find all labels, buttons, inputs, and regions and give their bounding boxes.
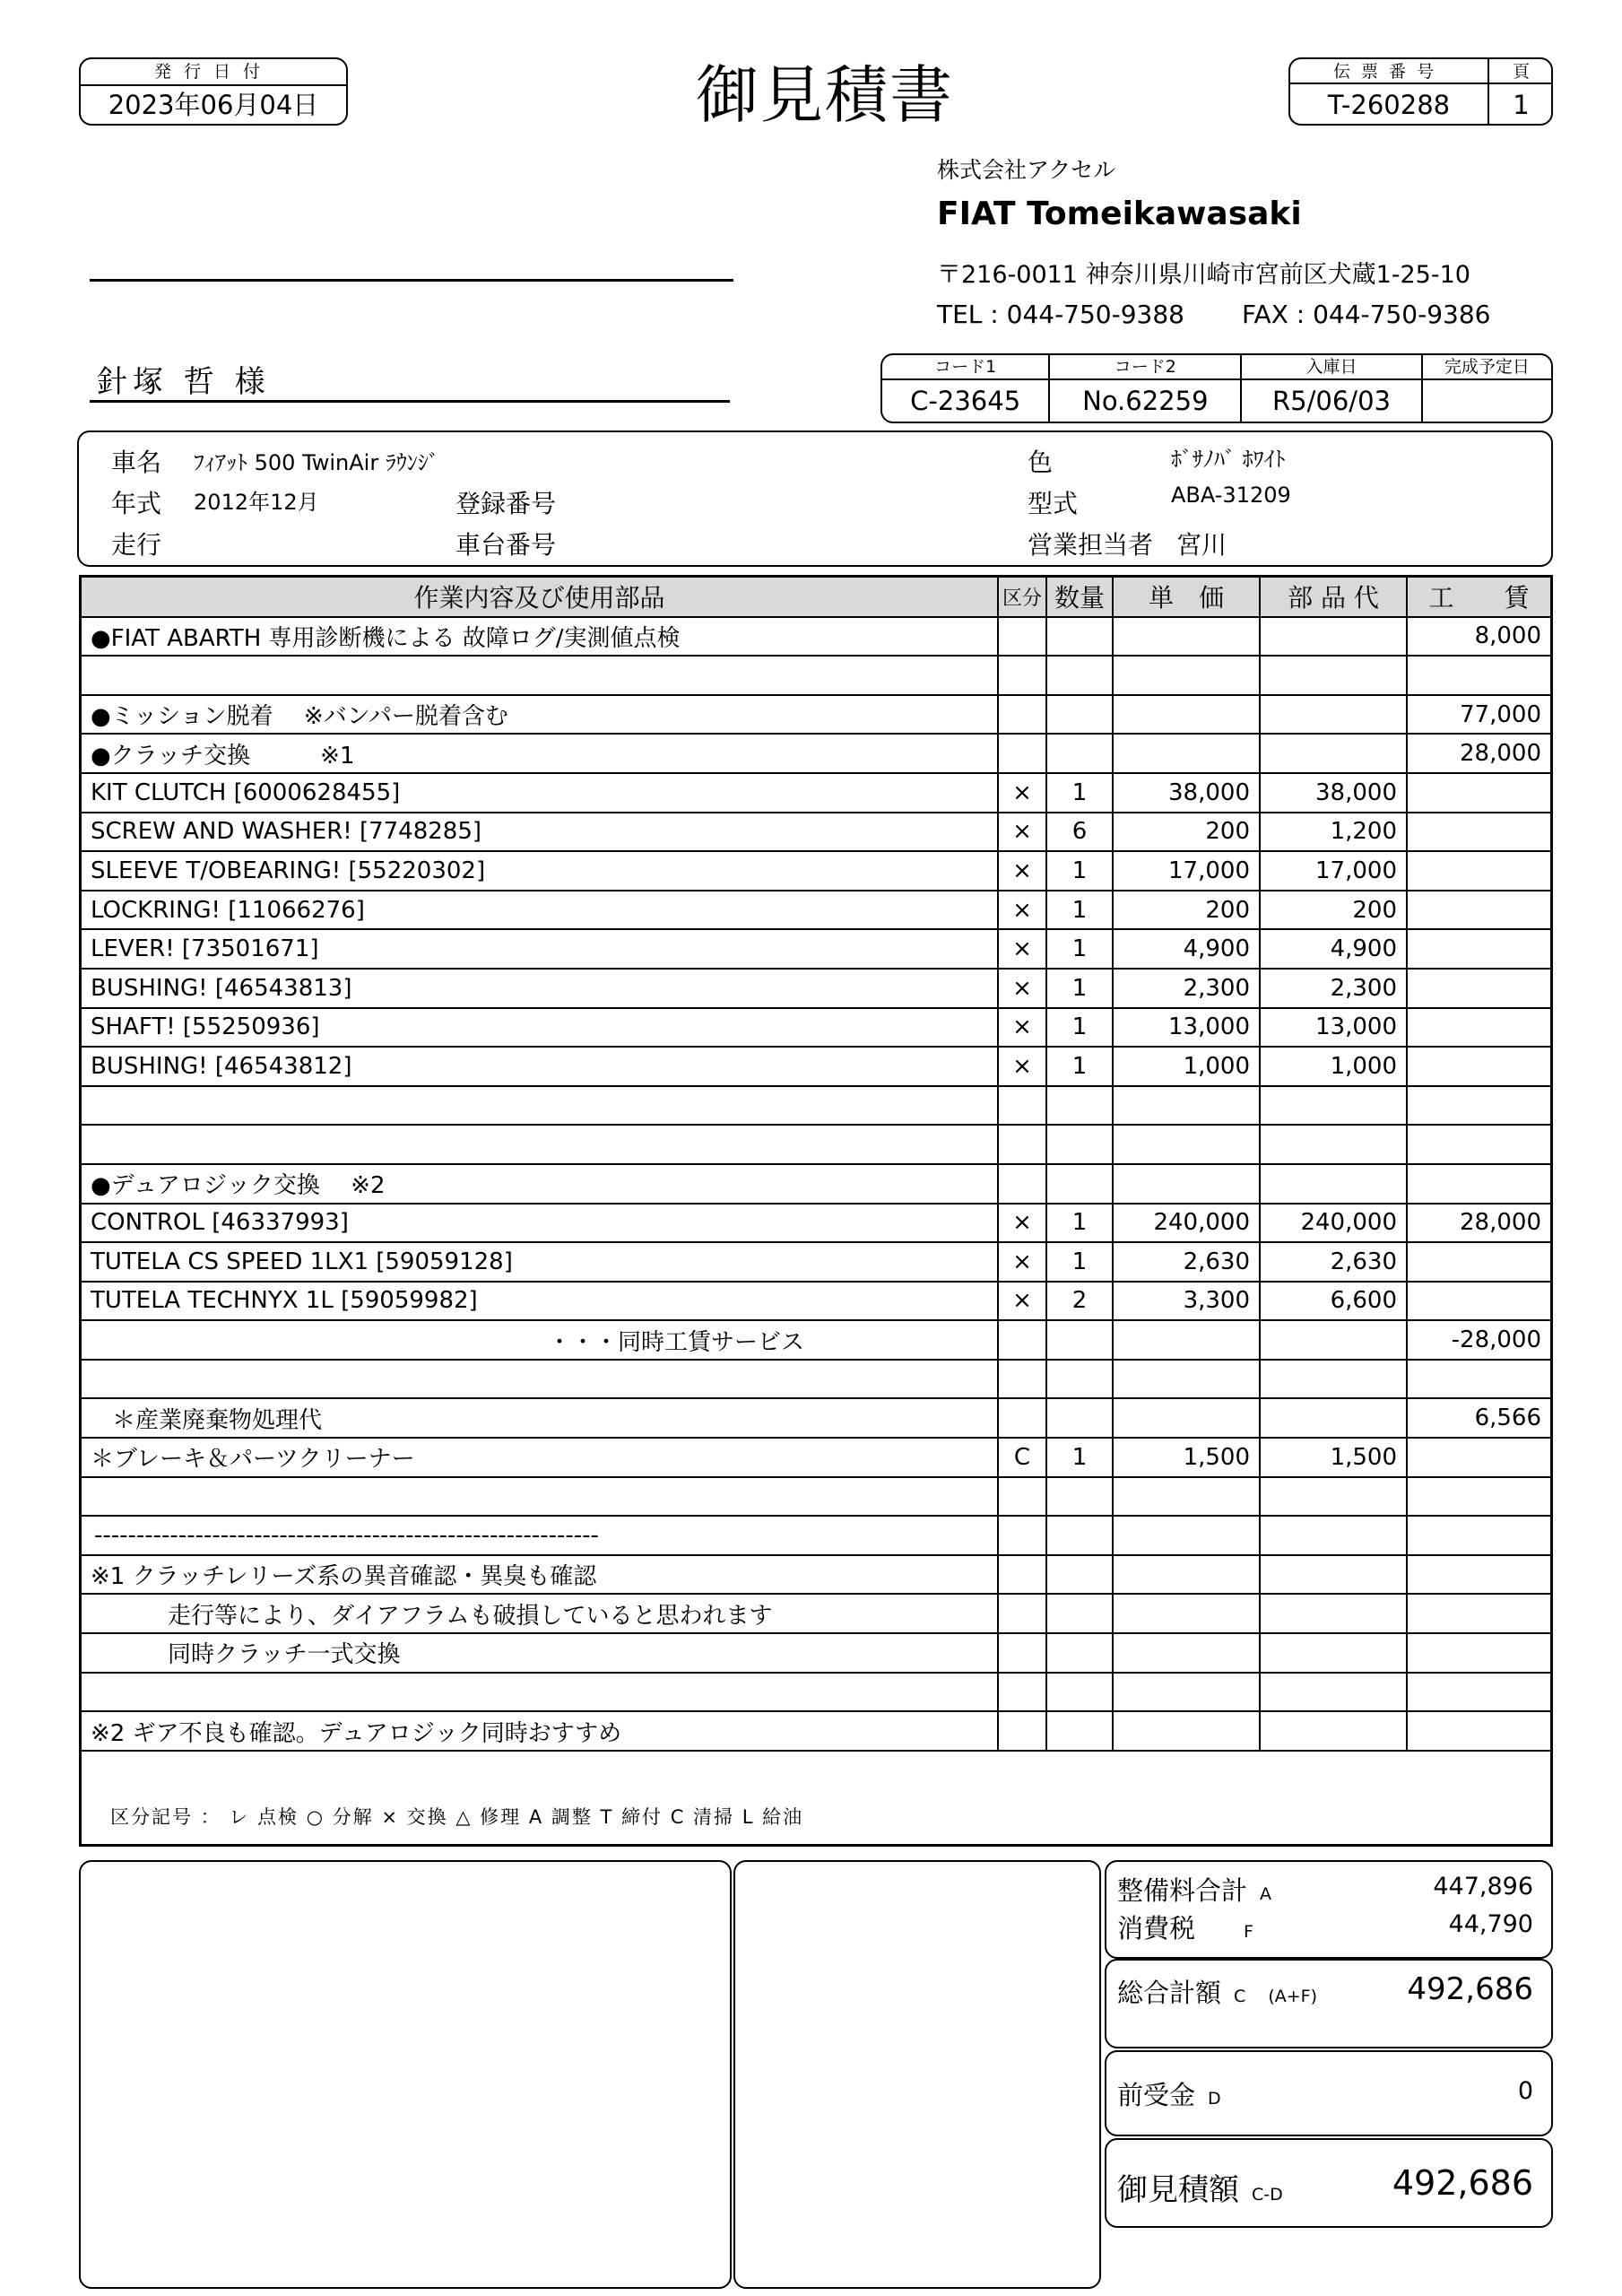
slip-number-box [1288, 57, 1553, 126]
deposit-label: 前受金 D [1117, 2080, 1221, 2110]
table-row [82, 1086, 1550, 1126]
cell-qty: 1 [1046, 929, 1113, 969]
cell-unit-price [1113, 1086, 1260, 1126]
cell-qty [1046, 1360, 1113, 1399]
table-row [82, 617, 1550, 657]
cell-parts-cost: 6,600 [1260, 1282, 1407, 1321]
table-row [82, 1673, 1550, 1712]
cell-parts-cost [1260, 1633, 1407, 1673]
cell-category [998, 1320, 1046, 1360]
table-row [82, 813, 1550, 852]
cell-unit-price: 1,000 [1113, 1047, 1260, 1086]
cell-category: × [998, 891, 1046, 930]
table-row [82, 1125, 1550, 1164]
cell-unit-price: 200 [1113, 891, 1260, 930]
grand-total: 492,686 [1407, 1971, 1533, 2007]
cell-labor [1407, 1047, 1550, 1086]
cell-unit-price: 2,300 [1113, 969, 1260, 1008]
cell-qty [1046, 1477, 1113, 1517]
table-header-row [82, 578, 1550, 617]
cell-parts-cost [1260, 1594, 1407, 1633]
cell-parts-cost [1260, 1360, 1407, 1399]
cell-work [82, 656, 998, 695]
table-row [82, 1047, 1550, 1086]
cell-labor [1407, 1516, 1550, 1555]
table-row [82, 1516, 1550, 1555]
cell-parts-cost: 1,000 [1260, 1047, 1407, 1086]
cell-work: BUSHING! [46543813] [82, 969, 998, 1008]
cell-unit-price [1113, 1711, 1260, 1751]
cell-unit-price [1113, 1164, 1260, 1204]
page-number: 1 [1513, 90, 1530, 120]
cell-labor [1407, 1555, 1550, 1595]
cell-unit-price: 4,900 [1113, 929, 1260, 969]
cell-work: ＊ブレーキ＆パーツクリーナー [82, 1438, 998, 1477]
company-address: 〒216-0011 神奈川県川崎市宮前区犬蔵1-25-10 [937, 261, 1470, 289]
cell-parts-cost [1260, 1164, 1407, 1204]
cell-qty [1046, 734, 1113, 773]
chassis-label: 車台番号 [455, 530, 557, 560]
table-row [82, 734, 1550, 773]
cell-labor: -28,000 [1407, 1320, 1550, 1360]
table-row [82, 1360, 1550, 1399]
tax-label: 消費税 F [1117, 1913, 1253, 1944]
table-row [82, 969, 1550, 1008]
cell-work [82, 1673, 998, 1712]
cell-qty: 1 [1046, 851, 1113, 891]
color: ﾎﾞｻﾉﾊﾞ ﾎﾜｲﾄ [1171, 447, 1286, 472]
cell-work: ＊産業廃棄物処理代 [82, 1398, 998, 1438]
cell-labor [1407, 1360, 1550, 1399]
cell-unit-price [1113, 695, 1260, 735]
cell-qty [1046, 1673, 1113, 1712]
cell-work [82, 1086, 998, 1126]
col-header-category: 区分 [998, 578, 1046, 617]
issue-date: 2023年06月04日 [108, 90, 319, 120]
table-row [82, 1204, 1550, 1243]
cell-category [998, 1164, 1046, 1204]
code2-label: コード2 [1049, 355, 1241, 379]
cell-labor [1407, 1477, 1550, 1517]
cell-work: ※1 クラッチレリーズ系の異音確認・異臭も確認 [82, 1555, 998, 1595]
cell-category [998, 1398, 1046, 1438]
cell-work: SHAFT! [55250936] [82, 1008, 998, 1048]
cell-category [998, 1673, 1046, 1712]
cell-category [998, 1555, 1046, 1595]
cell-unit-price [1113, 617, 1260, 657]
cell-unit-price: 1,500 [1113, 1438, 1260, 1477]
car-name-label: 車名 [111, 448, 162, 477]
cell-work: ------------------------------------------------------------ [82, 1516, 998, 1555]
cell-unit-price [1113, 1594, 1260, 1633]
cell-parts-cost [1260, 1711, 1407, 1751]
document-title: 御見積書 [696, 58, 954, 132]
col-header-qty: 数量 [1046, 578, 1113, 617]
cell-category: × [998, 969, 1046, 1008]
cell-parts-cost [1260, 1125, 1407, 1164]
cell-parts-cost: 1,200 [1260, 813, 1407, 852]
company-tel: TEL : 044-750-9388 [937, 300, 1184, 329]
arrival-date-value: R5/06/03 [1241, 379, 1421, 422]
code1-label: コード1 [882, 355, 1049, 379]
cell-work [82, 1360, 998, 1399]
table-row [82, 1008, 1550, 1048]
cell-unit-price [1113, 1125, 1260, 1164]
cell-qty [1046, 1125, 1113, 1164]
cell-parts-cost: 38,000 [1260, 773, 1407, 813]
cell-unit-price [1113, 1320, 1260, 1360]
company-fax: FAX : 044-750-9386 [1242, 300, 1491, 329]
col-header-labor: 工 賃 [1407, 578, 1550, 617]
cell-work: 同時クラッチ一式交換 [82, 1633, 998, 1673]
cell-category: × [998, 1204, 1046, 1243]
cell-labor [1407, 929, 1550, 969]
cell-qty: 1 [1046, 773, 1113, 813]
maint-total-label: 整備料合計 A [1117, 1875, 1272, 1906]
cell-unit-price [1113, 1477, 1260, 1517]
cell-labor [1407, 1242, 1550, 1282]
cell-qty: 6 [1046, 813, 1113, 852]
issue-date-label: 発行日付 [81, 59, 346, 86]
cell-qty: 2 [1046, 1282, 1113, 1321]
cell-category [998, 734, 1046, 773]
cell-unit-price: 38,000 [1113, 773, 1260, 813]
cell-unit-price [1113, 1673, 1260, 1712]
cell-labor [1407, 969, 1550, 1008]
estimate-table [82, 578, 1550, 1752]
cell-parts-cost: 13,000 [1260, 1008, 1407, 1048]
cell-category: × [998, 773, 1046, 813]
model: ABA-31209 [1171, 483, 1291, 508]
cell-category: × [998, 1282, 1046, 1321]
vehicle-info [77, 430, 1553, 567]
completion-date-value [1422, 379, 1551, 422]
cell-parts-cost: 2,300 [1260, 969, 1407, 1008]
cell-parts-cost [1260, 656, 1407, 695]
slip-number: T-260288 [1290, 84, 1489, 126]
customer-underline [90, 400, 730, 403]
cell-category [998, 1086, 1046, 1126]
registration-label: 登録番号 [455, 489, 557, 518]
cell-parts-cost [1260, 1555, 1407, 1595]
table-row [82, 1164, 1550, 1204]
table-row [82, 1555, 1550, 1595]
cell-work: BUSHING! [46543812] [82, 1047, 998, 1086]
tax: 44,790 [1448, 1910, 1533, 1938]
cell-labor [1407, 1633, 1550, 1673]
cell-labor [1407, 1282, 1550, 1321]
cell-work [82, 1125, 998, 1164]
cell-unit-price: 17,000 [1113, 851, 1260, 891]
cell-qty: 1 [1046, 1438, 1113, 1477]
cell-parts-cost [1260, 617, 1407, 657]
table-row [82, 1477, 1550, 1517]
category-legend: 区分記号 ： レ 点検 ○ 分解 × 交換 △ 修理 A 調整 T 締付 C 清掃 L 給油 [110, 1806, 804, 1828]
cell-work: ●クラッチ交換 ※1 [82, 734, 998, 773]
table-row [82, 1320, 1550, 1360]
cell-category [998, 1360, 1046, 1399]
cell-work: KIT CLUTCH [6000628455] [82, 773, 998, 813]
cell-parts-cost [1260, 1477, 1407, 1517]
estimate-table-box [79, 575, 1553, 1847]
cell-category: × [998, 929, 1046, 969]
cell-category: × [998, 851, 1046, 891]
cell-unit-price: 3,300 [1113, 1282, 1260, 1321]
arrival-date-label: 入庫日 [1241, 355, 1421, 379]
cell-qty [1046, 1711, 1113, 1751]
cell-parts-cost [1260, 1673, 1407, 1712]
cell-qty [1046, 1164, 1113, 1204]
cell-labor: 8,000 [1407, 617, 1550, 657]
cell-labor [1407, 891, 1550, 930]
cell-parts-cost [1260, 1320, 1407, 1360]
cell-qty [1046, 1516, 1113, 1555]
cell-qty: 1 [1046, 969, 1113, 1008]
col-header-parts-cost: 部 品 代 [1260, 578, 1407, 617]
estimate-amount: 492,686 [1392, 2163, 1533, 2203]
table-row [82, 1711, 1550, 1751]
cell-qty [1046, 695, 1113, 735]
table-row [82, 1242, 1550, 1282]
cell-parts-cost: 2,630 [1260, 1242, 1407, 1282]
cell-work: TUTELA CS SPEED 1LX1 [59059128] [82, 1242, 998, 1282]
table-row [82, 1438, 1550, 1477]
cell-qty [1046, 656, 1113, 695]
table-row [82, 1282, 1550, 1321]
cell-work: CONTROL [46337993] [82, 1204, 998, 1243]
table-row [82, 1398, 1550, 1438]
cell-work: SCREW AND WASHER! [7748285] [82, 813, 998, 852]
cell-labor [1407, 656, 1550, 695]
cell-category: × [998, 1047, 1046, 1086]
cell-parts-cost: 1,500 [1260, 1438, 1407, 1477]
grand-total-label: 総合計額 C (A+F) [1117, 1978, 1317, 2008]
cell-labor [1407, 851, 1550, 891]
cell-parts-cost: 17,000 [1260, 851, 1407, 891]
cell-qty [1046, 1594, 1113, 1633]
slip-number-label: 伝票番号 [1290, 59, 1489, 84]
cell-work [82, 1477, 998, 1517]
cell-labor [1407, 1008, 1550, 1048]
table-row [82, 851, 1550, 891]
code1-value: C-23645 [910, 386, 1021, 416]
cell-qty [1046, 1320, 1113, 1360]
table-row [82, 1594, 1550, 1633]
table-row [82, 773, 1550, 813]
cell-qty [1046, 1398, 1113, 1438]
cell-category [998, 1633, 1046, 1673]
cell-labor [1407, 1164, 1550, 1204]
cell-labor [1407, 1711, 1550, 1751]
cell-labor: 28,000 [1407, 1204, 1550, 1243]
cell-work: ●ミッション脱着 ※バンパー脱着含む [82, 695, 998, 735]
cell-labor: 6,566 [1407, 1398, 1550, 1438]
cell-work: 走行等により、ダイアフラムも破損していると思われます [82, 1594, 998, 1633]
model-label: 型式 [1028, 489, 1079, 518]
cell-category [998, 1594, 1046, 1633]
code-box [880, 353, 1553, 423]
cell-work: ●デュアロジック交換 ※2 [82, 1164, 998, 1204]
cell-qty [1046, 1633, 1113, 1673]
cell-work: ●FIAT ABARTH 専用診断機による 故障ログ/実測値点検 [82, 617, 998, 657]
cell-work: ※2 ギア不良も確認。デュアロジック同時おすすめ [82, 1711, 998, 1751]
cell-category [998, 1516, 1046, 1555]
cell-category [998, 1477, 1046, 1517]
cell-qty: 1 [1046, 1008, 1113, 1048]
cell-category [998, 1711, 1046, 1751]
deposit-box [1105, 2050, 1553, 2136]
cell-category [998, 656, 1046, 695]
cell-qty [1046, 1555, 1113, 1595]
cell-unit-price: 2,630 [1113, 1242, 1260, 1282]
cell-labor [1407, 1438, 1550, 1477]
customer-name: 針塚 哲 様 [97, 364, 271, 400]
cell-qty: 1 [1046, 1204, 1113, 1243]
cell-work: LEVER! [73501671] [82, 929, 998, 969]
cell-category: × [998, 1242, 1046, 1282]
cell-work: ・・・同時工賃サービス [82, 1320, 998, 1360]
cell-unit-price [1113, 1398, 1260, 1438]
cell-category [998, 617, 1046, 657]
table-row [82, 929, 1550, 969]
cell-category: C [998, 1438, 1046, 1477]
cell-parts-cost: 240,000 [1260, 1204, 1407, 1243]
company-name-en: FIAT Tomeikawasaki [937, 196, 1302, 232]
cell-parts-cost [1260, 695, 1407, 735]
cell-parts-cost [1260, 1398, 1407, 1438]
estimate-amount-label: 御見積額 C-D [1117, 2172, 1283, 2208]
staff-name: 宮川 [1176, 530, 1227, 560]
cell-qty: 1 [1046, 1242, 1113, 1282]
company-name-jp: 株式会社アクセル [937, 157, 1116, 183]
cell-unit-price [1113, 1633, 1260, 1673]
col-header-work: 作業内容及び使用部品 [82, 578, 998, 617]
subtotal-box [1105, 1860, 1553, 1959]
cell-parts-cost: 4,900 [1260, 929, 1407, 969]
cell-unit-price [1113, 1360, 1260, 1399]
table-row [82, 695, 1550, 735]
cell-category: × [998, 813, 1046, 852]
memo-box-left [79, 1860, 732, 2289]
table-row [82, 891, 1550, 930]
cell-unit-price [1113, 734, 1260, 773]
cell-work: SLEEVE T/OBEARING! [55220302] [82, 851, 998, 891]
completion-date-label: 完成予定日 [1422, 355, 1551, 379]
cell-parts-cost [1260, 1516, 1407, 1555]
address-line [90, 279, 733, 282]
page-label: 頁 [1489, 59, 1553, 84]
cell-parts-cost [1260, 1086, 1407, 1126]
cell-unit-price: 200 [1113, 813, 1260, 852]
year: 2012年12月 [194, 490, 319, 515]
grand-total-box [1105, 1959, 1553, 2048]
mileage-label: 走行 [111, 530, 162, 560]
cell-unit-price [1113, 1516, 1260, 1555]
cell-work: TUTELA TECHNYX 1L [59059982] [82, 1282, 998, 1321]
cell-qty: 1 [1046, 891, 1113, 930]
cell-labor [1407, 813, 1550, 852]
memo-box-center [733, 1860, 1101, 2289]
maint-total: 447,896 [1433, 1873, 1533, 1900]
cell-qty: 1 [1046, 1047, 1113, 1086]
table-row [82, 1633, 1550, 1673]
cell-unit-price: 13,000 [1113, 1008, 1260, 1048]
cell-parts-cost: 200 [1260, 891, 1407, 930]
cell-qty [1046, 1086, 1113, 1126]
cell-qty [1046, 617, 1113, 657]
cell-work: LOCKRING! [11066276] [82, 891, 998, 930]
cell-parts-cost [1260, 734, 1407, 773]
cell-labor: 77,000 [1407, 695, 1550, 735]
staff-label: 営業担当者 [1028, 530, 1154, 560]
cell-category [998, 695, 1046, 735]
cell-category [998, 1125, 1046, 1164]
cell-labor [1407, 1125, 1550, 1164]
car-name: ﾌｨｱｯﾄ 500 TwinAir ﾗｳﾝｼﾞ [194, 450, 439, 475]
cell-labor [1407, 1673, 1550, 1712]
table-row [82, 656, 1550, 695]
cell-labor [1407, 1086, 1550, 1126]
cell-labor [1407, 773, 1550, 813]
cell-unit-price [1113, 656, 1260, 695]
code2-value: No.62259 [1049, 379, 1241, 422]
cell-unit-price: 240,000 [1113, 1204, 1260, 1243]
issue-date-box [79, 57, 348, 126]
cell-category: × [998, 1008, 1046, 1048]
estimate-amount-box [1105, 2138, 1553, 2228]
color-label: 色 [1028, 448, 1054, 477]
col-header-unit-price: 単 価 [1113, 578, 1260, 617]
year-label: 年式 [111, 489, 162, 518]
cell-unit-price [1113, 1555, 1260, 1595]
cell-labor [1407, 1594, 1550, 1633]
cell-labor: 28,000 [1407, 734, 1550, 773]
deposit: 0 [1517, 2077, 1533, 2105]
